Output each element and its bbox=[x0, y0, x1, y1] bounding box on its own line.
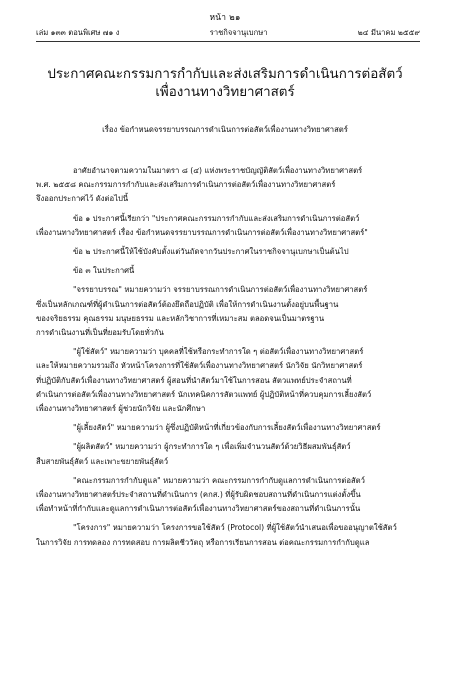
paragraph-line: ข้อ ๑ ประกาศนี้เรียกว่า "ประกาศคณะกรรมการกำกับและส่งเสริมการดำเนินการต่อสัตว์ bbox=[73, 213, 360, 223]
paragraph-line: เพื่องานทางวิทยาศาสตร์ประจำสถานที่ดำเนินการ (คกส.) ที่ผู้รับผิดชอบสถานที่ดำเนินการแต่งตั้งขึ้น bbox=[36, 490, 361, 500]
paragraph-line: ข้อ ๓ ในประกาศนี้ bbox=[73, 266, 135, 276]
document-body bbox=[36, 164, 420, 550]
header-date: ๒๔ มีนาคม ๒๕๕๙ bbox=[357, 28, 420, 37]
paragraph-line: เพื่อทำหน้าที่กำกับและดูแลการดำเนินการต่อสัตว์เพื่องานทางวิทยาศาสตร์ของสถานที่ดำเนินการนั้น bbox=[36, 504, 361, 514]
paragraph-line: เพื่องานทางวิทยาศาสตร์ เรื่อง ข้อกำหนดจรรยาบรรณการดำเนินการต่อสัตว์เพื่องานทางวิทยาศาสตร์" bbox=[36, 227, 368, 237]
paragraph-line: "ผู้ผลิตสัตว์" หมายความว่า ผู้กระทำการใด ๆ เพื่อเพิ่มจำนวนสัตว์ด้วยวิธีผสมพันธุ์สัตว์ bbox=[73, 442, 351, 452]
gazette-header bbox=[36, 27, 420, 42]
paragraph-line: ดำเนินการต่อสัตว์เพื่องานทางวิทยาศาสตร์ นักเทคนิคการสัตวแพทย์ ผู้ปฏิบัติหน้าที่ควบคุมการเลี้ยงสัตว์ bbox=[36, 389, 372, 399]
paragraph-line: "ผู้ใช้สัตว์" หมายความว่า บุคคลที่ใช้หรือกระทำการใด ๆ ต่อสัตว์เพื่องานทางวิทยาศาสตร์ bbox=[73, 347, 364, 357]
paragraph-line: ในการวิจัย การทดลอง การทดสอบ การผลิตชีววัตถุ หรือการเรียนการสอน ต่อคณะกรรมการกำกับดูแล bbox=[36, 537, 370, 547]
title-line-1: ประกาศคณะกรรมการกำกับและส่งเสริมการดำเนินการต่อสัตว์ bbox=[47, 67, 403, 82]
paragraph-line: "จรรยาบรรณ" หมายความว่า จรรยาบรรณการดำเนินการต่อสัตว์เพื่องานทางวิทยาศาสตร์ bbox=[73, 285, 368, 295]
paragraph-line: "ผู้เลี้ยงสัตว์" หมายความว่า ผู้ซึ่งปฏิบัติหน้าที่เกี่ยวข้องกับการเลี้ยงสัตว์เพื่องานทางวิทยาศาสตร์ bbox=[73, 423, 381, 433]
paragraph-line: จึงออกประกาศไว้ ดังต่อไปนี้ bbox=[36, 194, 129, 204]
paragraph-line: พ.ศ. ๒๕๕๘ คณะกรรมการกำกับและส่งเสริมการดำเนินการต่อสัตว์เพื่องานทางวิทยาศาสตร์ bbox=[36, 180, 336, 190]
header-volume: เล่ม ๑๓๓ ตอนพิเศษ ๗๑ ง bbox=[36, 28, 120, 37]
paragraph-line: และให้หมายความรวมถึง หัวหน้าโครงการที่ใช้สัตว์เพื่องานทางวิทยาศาสตร์ นักวิจัย นักวิทยาศาสตร์ bbox=[36, 361, 363, 371]
paragraph-line: สืบสายพันธุ์สัตว์ และเพาะขยายพันธุ์สัตว์ bbox=[36, 456, 169, 466]
header-publication: ราชกิจจานุเบกษา bbox=[209, 28, 268, 37]
paragraph-line: ที่ปฏิบัติกับสัตว์เพื่องานทางวิทยาศาสตร์ ผู้สอนที่นำสัตว์มาใช้ในการสอน สัตวแพทย์ประจำสถานที่ bbox=[36, 375, 352, 385]
paragraph-line: ของจริยธรรม คุณธรรม มนุษยธรรม และหลักวิชาการที่เหมาะสม ตลอดจนเป็นมาตรฐาน bbox=[36, 313, 325, 323]
paragraph-line: การดำเนินงานที่เป็นที่ยอมรับโดยทั่วกัน bbox=[36, 328, 164, 338]
paragraph-line: ซึ่งเป็นหลักเกณฑ์ที่ผู้ดำเนินการต่อสัตว์ต้องยึดถือปฏิบัติ เพื่อให้การดำเนินงานตั้งอยู่บนพื้นฐาน bbox=[36, 299, 339, 309]
document-title bbox=[30, 66, 420, 102]
paragraph-line: เพื่องานทางวิทยาศาสตร์ ผู้ช่วยนักวิจัย และนักศึกษา bbox=[36, 404, 206, 414]
paragraph-line: ข้อ ๒ ประกาศนี้ให้ใช้บังคับตั้งแต่วันถัดจากวันประกาศในราชกิจจานุเบกษาเป็นต้นไป bbox=[73, 247, 349, 257]
title-line-2: เพื่องานทางวิทยาศาสตร์ bbox=[155, 85, 295, 100]
document-subject: เรื่อง ข้อกำหนดจรรยาบรรณการดำเนินการต่อสัตว์เพื่องานทางวิทยาศาสตร์ bbox=[102, 125, 348, 134]
paragraph-line: "โครงการ" หมายความว่า โครงการขอใช้สัตว์ (Protocol) ที่ผู้ใช้สัตว์นำเสนอเพื่อขออนุญาตใช้สัตว์ bbox=[73, 523, 397, 533]
page-number: หน้า ๒๑ bbox=[209, 13, 241, 23]
paragraph-line: อาศัยอำนาจตามความในมาตรา ๘ (๔) แห่งพระราชบัญญัติสัตว์เพื่องานทางวิทยาศาสตร์ bbox=[73, 166, 363, 175]
paragraph-line: "คณะกรรมการกำกับดูแล" หมายความว่า คณะกรรมการกำกับดูแลการดำเนินการต่อสัตว์ bbox=[73, 475, 365, 485]
